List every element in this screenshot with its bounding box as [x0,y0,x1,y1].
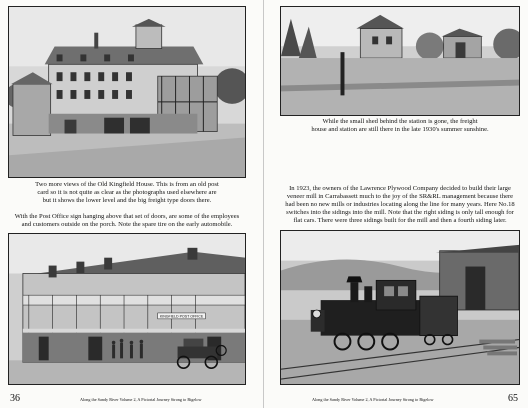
post-office-sign: KINGFIELD POST OFFICE [159,314,204,319]
caption-post-office: With the Post Office sign hanging above that set of doors, are some of the employees and customers outside on the porch. Note the spare tire on the early automobile. [14,213,240,229]
photo-kingfield-house-postcard [8,6,246,178]
photo-locomotive-18 [280,230,520,385]
caption-plywood-mill: In 1923, the owners of the Lawrence Plywood Company decided to build their large veneer mill in Carrabassett much to the joy of the SR&RL management because there had been no new mills or industries locating along the line for many years. Here No.18 switches into the sidings into the mill. Note that the right siding is only tall enough for flat cars. There were three sidings built for the mill and then a fourth siding later. [285,185,515,225]
footer-right: Along the Sandy River Volume 2, A Pictorial Journey Strong to Bigelow [312,397,434,402]
footer-left: Along the Sandy River Volume 2, A Pictorial Journey Strong to Bigelow [80,397,202,402]
page-number-right: 65 [508,393,518,404]
photo-kingfield-post-office [8,233,246,385]
photo-station-freight-house [280,6,520,116]
page-number-left: 36 [10,393,20,404]
right-page [264,0,528,408]
caption-station: While the small shed behind the station is gone, the freight house and station are still there in the late 1930's summer sunshine. [311,118,489,134]
caption-kingfield-house: Two more views of the Old Kingfield House. This is from an old post card so it is not quite as clear as the photographs used elsewhere are but it shows the lower level and the big freight type doors there. [35,181,219,205]
